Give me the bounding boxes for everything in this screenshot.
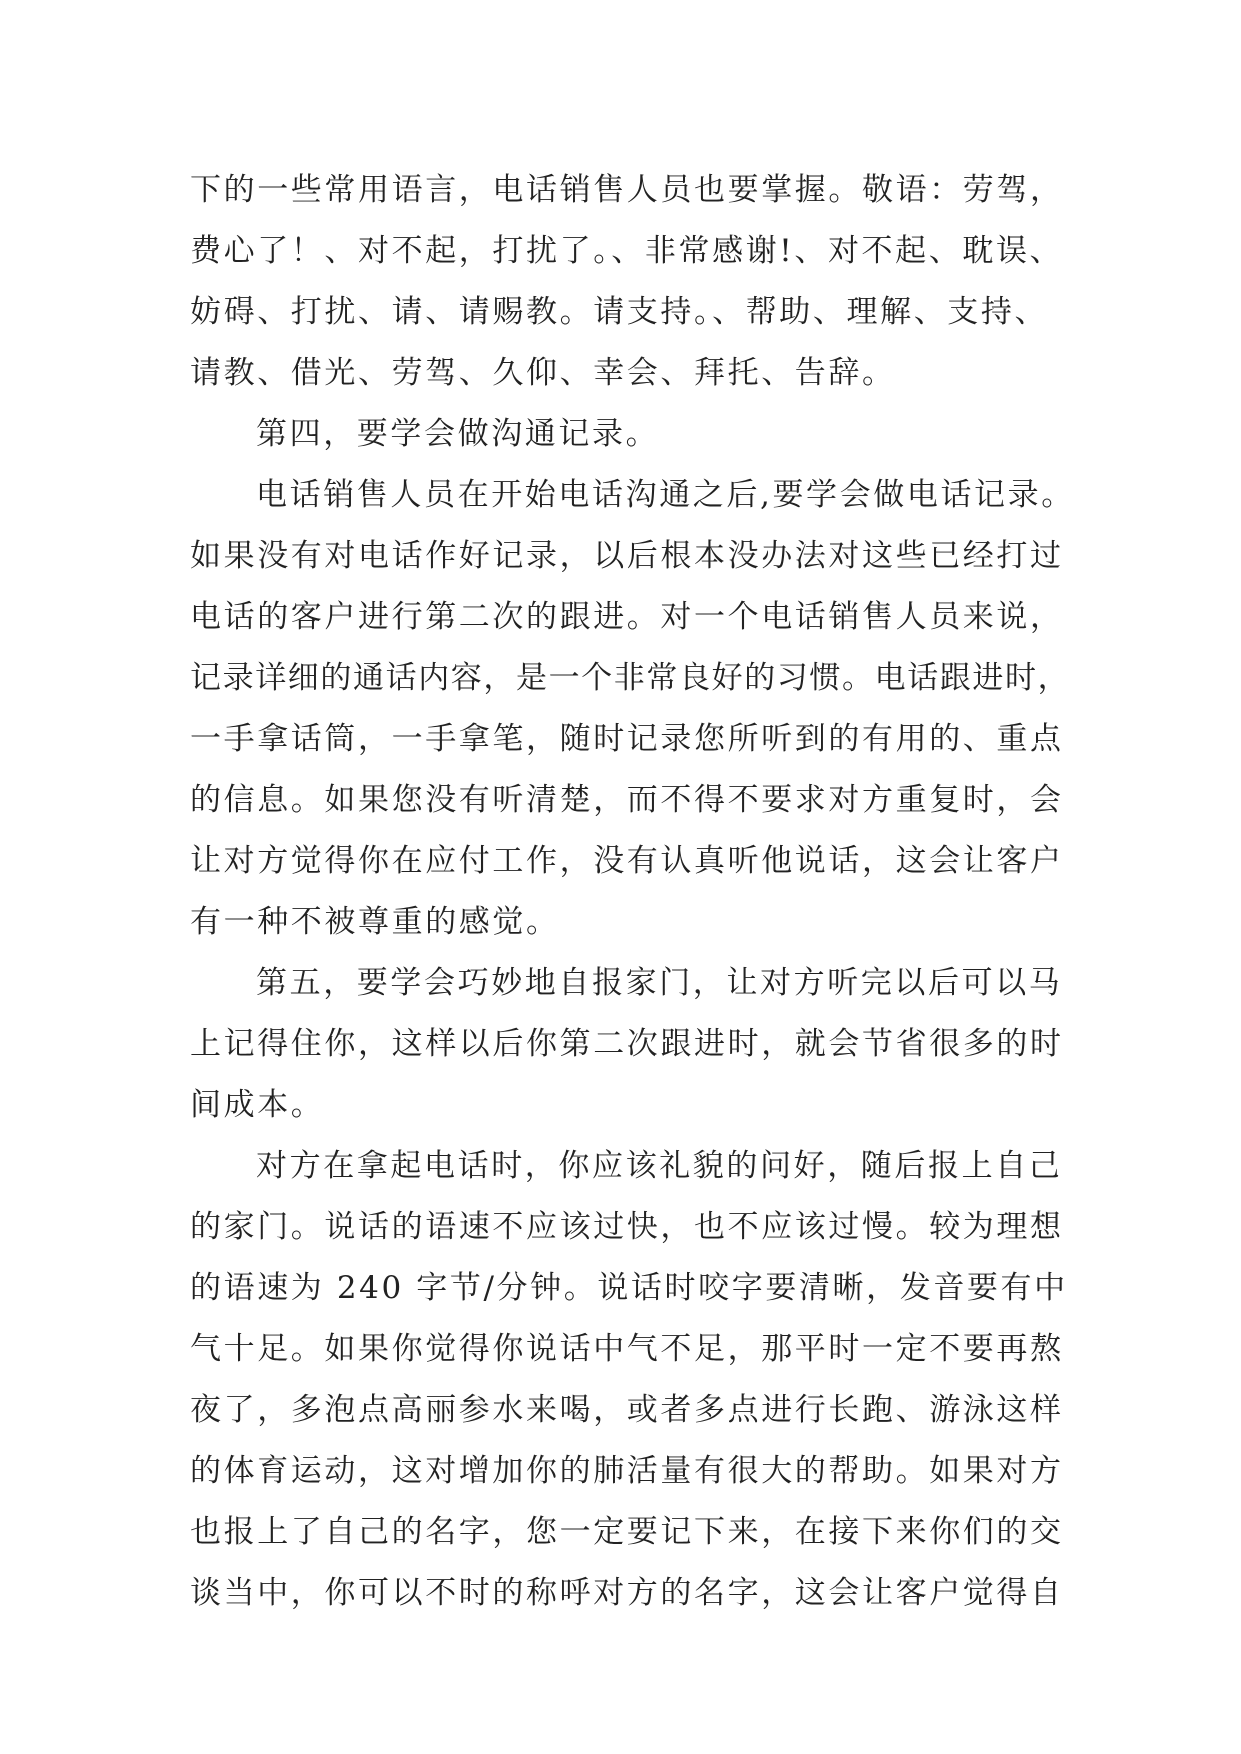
text-line: 电话的客户进行第二次的跟进。对一个电话销售人员来说， [190, 599, 1064, 635]
text-line: 上记得住你，这样以后你第二次跟进时，就会节省很多的时 [190, 1026, 1064, 1062]
text-line: 电话销售人员在开始电话沟通之后,要学会做电话记录。 [256, 477, 1075, 513]
text-line: 请教、借光、劳驾、久仰、幸会、拜托、告辞。 [190, 355, 896, 391]
text-line: 让对方觉得你在应付工作，没有认真听他说话，这会让客户 [190, 843, 1064, 879]
text-line: 有一种不被尊重的感觉。 [190, 904, 560, 940]
text-line: 妨碍、打扰、请、请赐教。请支持。、帮助、理解、支持、 [190, 294, 1049, 330]
text-line: 的语速为 240 字节/分钟。说话时咬字要清晰，发音要有中 [190, 1270, 1068, 1306]
text-line: 气十足。如果你觉得你说话中气不足，那平时一定不要再熬 [190, 1331, 1064, 1367]
document-body [190, 160, 1075, 1624]
text-line: 间成本。 [190, 1087, 325, 1123]
text-line: 下的一些常用语言，电话销售人员也要掌握。敬语：劳驾， [190, 172, 1064, 208]
text-line: 的家门。说话的语速不应该过快，也不应该过慢。较为理想 [190, 1209, 1064, 1245]
text-line: 第四，要学会做沟通记录。 [256, 416, 660, 452]
text-line: 的体育运动，这对增加你的肺活量有很大的帮助。如果对方 [190, 1453, 1064, 1489]
text-line: 的信息。如果您没有听清楚，而不得不要求对方重复时，会 [190, 782, 1064, 818]
text-line: 谈当中，你可以不时的称呼对方的名字，这会让客户觉得自 [190, 1575, 1064, 1611]
text-line: 费心了！、对不起，打扰了。、非常感谢!、对不起、耽误、 [190, 233, 1064, 269]
text-line: 第五，要学会巧妙地自报家门，让对方听完以后可以马 [256, 965, 1063, 1001]
text-line: 如果没有对电话作好记录，以后根本没办法对这些已经打过 [190, 538, 1064, 574]
text-line: 夜了，多泡点高丽参水来喝，或者多点进行长跑、游泳这样 [190, 1392, 1064, 1428]
text-line: 记录详细的通话内容，是一个非常良好的习惯。电话跟进时， [190, 660, 1071, 696]
text-line: 对方在拿起电话时，你应该礼貌的问好，随后报上自己 [256, 1148, 1063, 1184]
text-line: 也报上了自己的名字，您一定要记下来，在接下来你们的交 [190, 1514, 1064, 1550]
text-line: 一手拿话筒，一手拿笔，随时记录您所听到的有用的、重点 [190, 721, 1064, 757]
